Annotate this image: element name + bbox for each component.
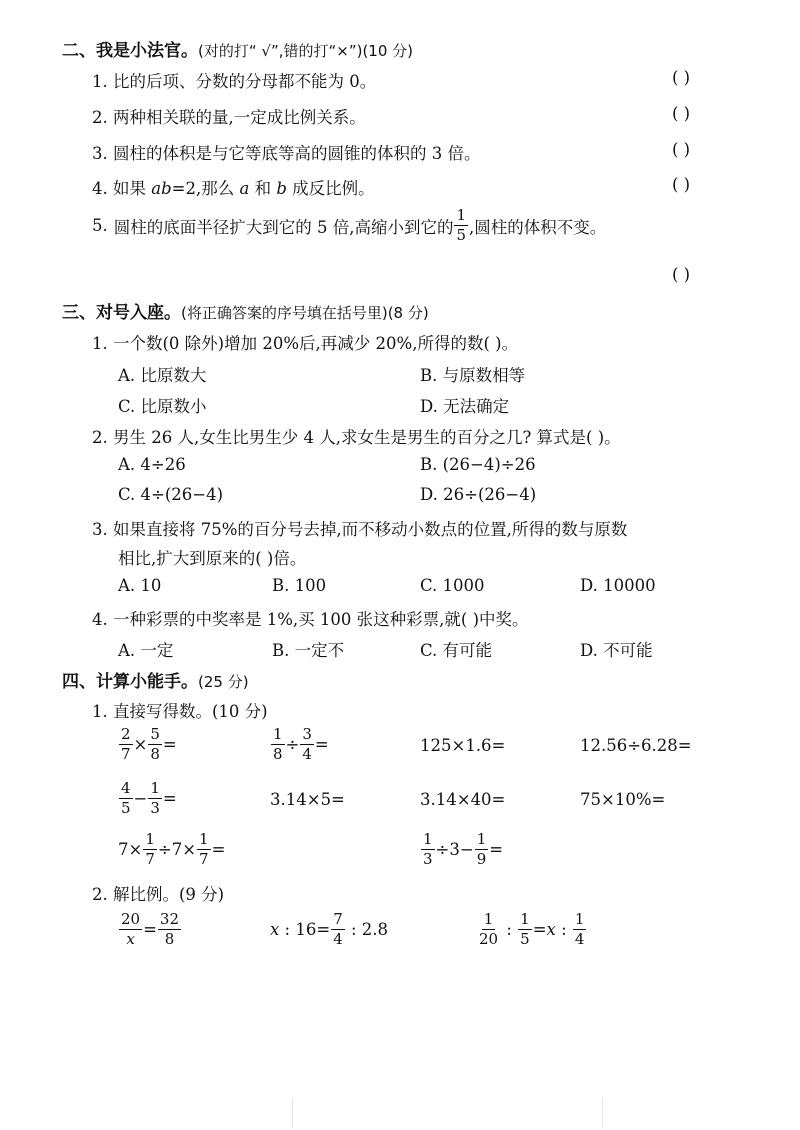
- variable: ab: [151, 179, 172, 198]
- denominator: 7: [145, 850, 155, 868]
- item-number: 5.: [92, 216, 108, 235]
- section-3-title: 三、对号入座。: [62, 303, 181, 323]
- numerator: 3: [302, 725, 312, 743]
- item-number: 2.: [92, 428, 108, 447]
- equals: =: [162, 735, 177, 754]
- item-number: 4.: [92, 610, 108, 629]
- fraction: [421, 832, 435, 867]
- option-b[interactable]: B. 100: [272, 576, 327, 595]
- scan-mark: [292, 1098, 293, 1128]
- variable: x: [270, 920, 280, 939]
- numerator: 1: [145, 830, 155, 848]
- text: ÷7×: [157, 840, 197, 859]
- operator: −: [133, 789, 148, 808]
- expression-2: [270, 727, 329, 762]
- denominator: 7: [121, 745, 131, 763]
- numerator: 1: [456, 206, 467, 224]
- fraction: [331, 912, 345, 947]
- numerator: 1: [574, 910, 585, 928]
- text: 圆柱的底面半径扩大到它的 5 倍,高缩小到它的: [113, 217, 454, 237]
- question-text: 一种彩票的中奖率是 1%,买 100 张这种彩票,就( )中奖。: [113, 610, 529, 629]
- numerator: 1: [273, 725, 283, 743]
- option-c[interactable]: C. 比原数小: [118, 397, 207, 416]
- numerator: 1: [520, 910, 530, 928]
- question-text: 一个数(0 除外)增加 20%后,再减少 20%,所得的数( )。: [113, 334, 519, 353]
- denominator: 7: [199, 850, 209, 868]
- option-a[interactable]: A. 10: [118, 576, 162, 595]
- text: 成反比例。: [286, 179, 375, 198]
- text: ,圆柱的体积不变。: [469, 217, 607, 237]
- expression-3: 125×1.6=: [420, 736, 506, 755]
- expression-5: [118, 781, 177, 816]
- numerator: 1: [483, 910, 494, 928]
- expression-1: [118, 727, 177, 762]
- variable: a: [239, 179, 250, 198]
- s2-item-1: [92, 68, 376, 92]
- item-number: 1.: [92, 334, 108, 353]
- section-4-note: (25 分): [198, 673, 249, 691]
- option-b[interactable]: B. (26−4)÷26: [420, 455, 536, 474]
- numerator: 1: [150, 779, 160, 797]
- s2-item-2: [92, 104, 366, 128]
- text: 7×: [118, 840, 143, 859]
- numerator: 2: [121, 725, 131, 743]
- item-number: 3.: [92, 144, 108, 163]
- s3-question-4: [92, 606, 529, 630]
- section-2-title: 二、我是小法官。: [62, 41, 198, 61]
- proportion-2: [270, 912, 388, 947]
- fraction: [197, 832, 211, 867]
- text: 如果: [113, 179, 152, 198]
- colon: :: [555, 920, 572, 939]
- s3-question-2: [92, 424, 621, 448]
- option-a[interactable]: A. 比原数大: [118, 366, 207, 385]
- answer-paren[interactable]: ( ): [672, 104, 691, 123]
- numerator: 4: [121, 779, 131, 797]
- fraction: [143, 832, 157, 867]
- fraction: [573, 912, 587, 947]
- section-3-note: (将正确答案的序号填在括号里)(8 分): [181, 304, 429, 322]
- fraction: [454, 208, 468, 243]
- expression-8: 75×10%=: [580, 790, 666, 809]
- denominator: 3: [423, 850, 433, 868]
- s2-item-4: [92, 175, 375, 199]
- denominator: 9: [476, 850, 487, 868]
- section-3-heading: [62, 298, 429, 323]
- denominator: 8: [164, 930, 175, 948]
- denominator: 5: [520, 930, 530, 948]
- part-2-label: 2. 解比例。(9 分): [92, 885, 225, 904]
- s3-question-1: [92, 330, 518, 354]
- equals: =: [532, 920, 547, 939]
- denominator: 20: [479, 930, 499, 948]
- denominator: 5: [121, 799, 131, 817]
- fraction: [119, 727, 133, 762]
- s3-question-3: [92, 516, 627, 540]
- option-d[interactable]: D. 不可能: [580, 641, 653, 660]
- fraction: [119, 781, 133, 816]
- section-4-heading: [62, 667, 249, 692]
- scan-mark: [602, 1098, 603, 1128]
- expression-6: 3.14×5=: [270, 790, 345, 809]
- variable: x: [546, 920, 556, 939]
- item-number: 1.: [92, 72, 108, 91]
- item-text: 圆柱的体积是与它等底等高的圆锥的体积的 3 倍。: [113, 144, 481, 163]
- fraction: [119, 912, 142, 947]
- denominator: 4: [574, 930, 585, 948]
- expression-7: 3.14×40=: [420, 790, 506, 809]
- fraction: [475, 832, 489, 867]
- answer-paren[interactable]: ( ): [672, 265, 691, 284]
- expression-4: 12.56÷6.28=: [580, 736, 692, 755]
- colon: :: [501, 920, 518, 939]
- equals: =: [489, 840, 504, 859]
- text: ÷3−: [435, 840, 474, 859]
- answer-paren[interactable]: ( ): [672, 175, 691, 194]
- fraction: [148, 781, 162, 816]
- equals: =: [211, 840, 226, 859]
- expression-10: [420, 832, 503, 867]
- denominator: 5: [456, 226, 467, 244]
- item-text: 两种相关联的量,一定成比例关系。: [113, 108, 366, 127]
- denominator: 4: [333, 930, 343, 948]
- option-d[interactable]: D. 无法确定: [420, 397, 510, 416]
- answer-paren[interactable]: ( ): [672, 68, 691, 87]
- option-a[interactable]: A. 一定: [118, 641, 174, 660]
- text: : 16=: [279, 920, 331, 939]
- fraction: [300, 727, 314, 762]
- s2-item-5: [92, 208, 606, 243]
- section-2-note: (对的打“ √”,错的打“×”)(10 分): [198, 42, 414, 60]
- item-number: 2.: [92, 108, 108, 127]
- denominator: 8: [273, 745, 283, 763]
- section-2-heading: [62, 36, 413, 61]
- numerator: 1: [476, 830, 487, 848]
- option-c[interactable]: C. 1000: [420, 576, 485, 595]
- fraction: [271, 727, 285, 762]
- denominator: 4: [302, 745, 312, 763]
- proportion-1: [118, 912, 182, 947]
- section-4-title: 四、计算小能手。: [62, 672, 198, 692]
- variable: b: [276, 179, 287, 198]
- fraction: [158, 912, 181, 947]
- item-number: 4.: [92, 179, 108, 198]
- s2-item-3: [92, 140, 481, 164]
- denominator: x: [126, 930, 135, 948]
- numerator: 1: [199, 830, 209, 848]
- option-d[interactable]: D. 10000: [580, 576, 656, 595]
- numerator: 20: [121, 910, 141, 928]
- equals: =: [143, 920, 157, 939]
- question-text: 如果直接将 75%的百分号去掉,而不移动小数点的位置,所得的数与原数: [113, 520, 628, 539]
- fraction: [518, 912, 532, 947]
- fraction: [477, 912, 500, 947]
- answer-paren[interactable]: ( ): [672, 140, 691, 159]
- numerator: 32: [159, 910, 180, 928]
- proportion-3: [476, 912, 587, 947]
- denominator: 8: [150, 745, 160, 763]
- option-b[interactable]: B. 一定不: [272, 641, 345, 660]
- equals: =: [162, 789, 177, 808]
- option-c[interactable]: C. 有可能: [420, 641, 493, 660]
- item-number: 3.: [92, 520, 108, 539]
- option-c[interactable]: C. 4÷(26−4): [118, 485, 224, 504]
- option-b[interactable]: B. 与原数相等: [420, 366, 526, 385]
- item-text: 比的后项、分数的分母都不能为 0。: [113, 72, 377, 91]
- numerator: 5: [150, 725, 160, 743]
- operator: ×: [133, 735, 148, 754]
- s3-question-3-line2: 相比,扩大到原来的( )倍。: [118, 549, 307, 568]
- option-a[interactable]: A. 4÷26: [118, 455, 186, 474]
- text: =2,那么: [171, 179, 240, 198]
- part-1-label: 1. 直接写得数。(10 分): [92, 702, 268, 721]
- question-text: 男生 26 人,女生比男生少 4 人,求女生是男生的百分之几? 算式是( )。: [113, 428, 621, 447]
- operator: ÷: [285, 735, 300, 754]
- numerator: 7: [333, 910, 343, 928]
- numerator: 1: [423, 830, 433, 848]
- denominator: 3: [150, 799, 160, 817]
- equals: =: [314, 735, 329, 754]
- text: 和: [249, 179, 277, 198]
- fraction: [148, 727, 162, 762]
- text: : 2.8: [345, 920, 389, 939]
- option-d[interactable]: D. 26÷(26−4): [420, 485, 537, 504]
- expression-9: [118, 832, 225, 867]
